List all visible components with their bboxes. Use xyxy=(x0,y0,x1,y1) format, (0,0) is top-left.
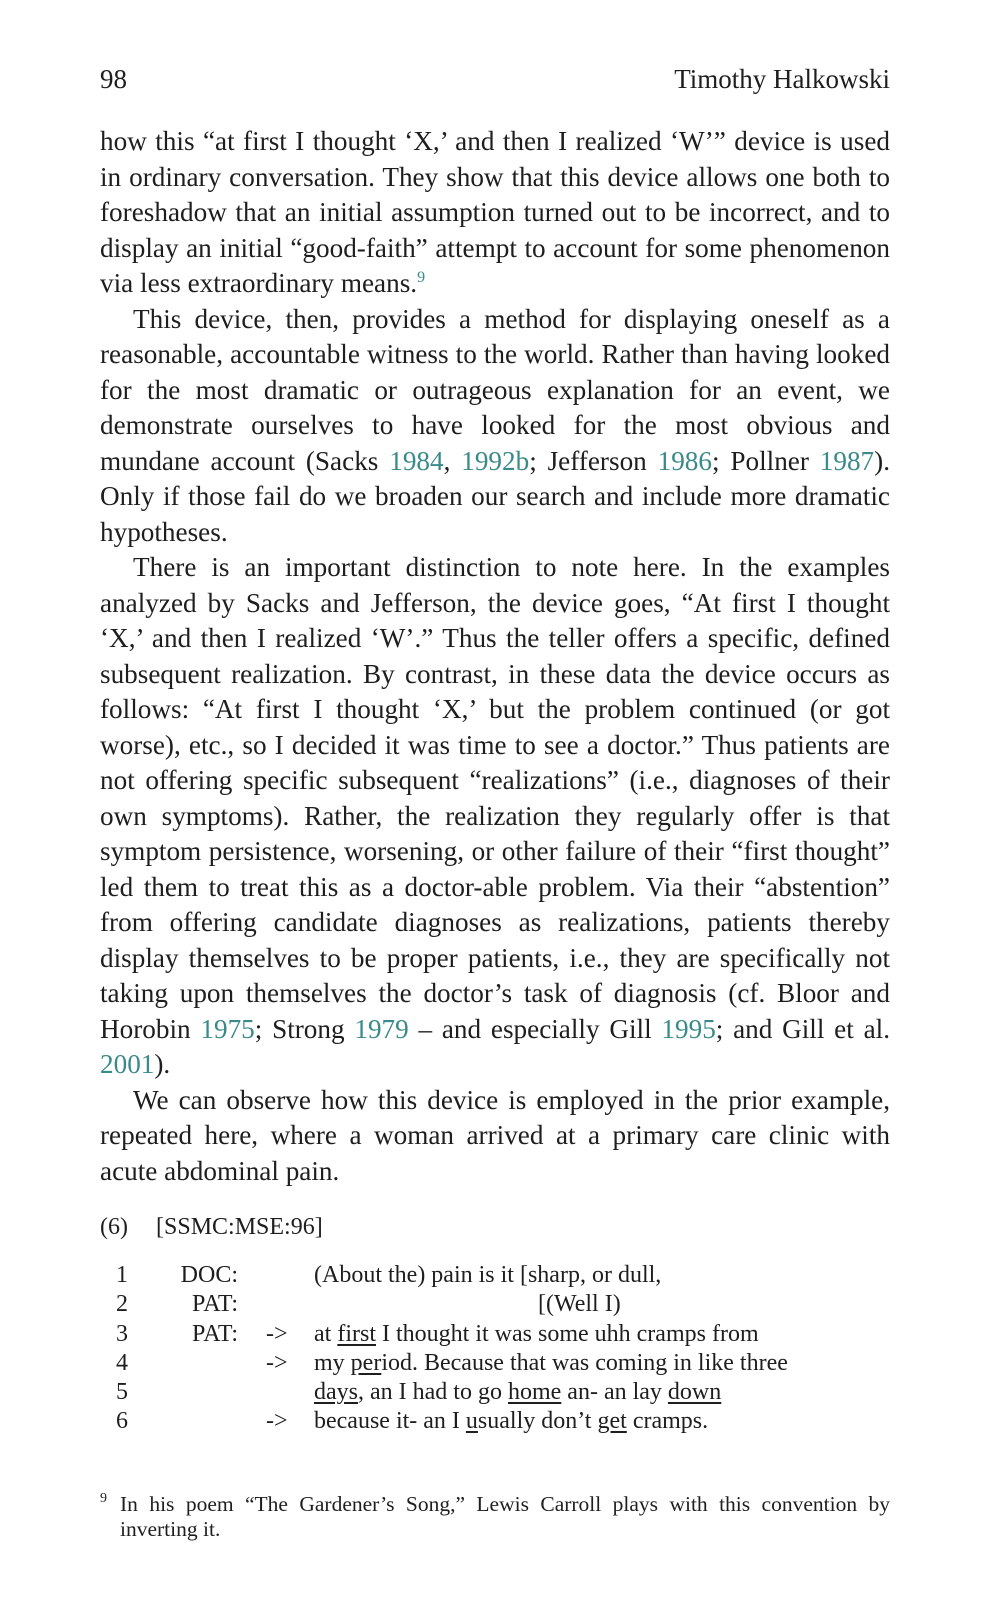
line-number: 1 xyxy=(116,1262,128,1288)
utterance-segment: my xyxy=(314,1350,351,1376)
citation-link[interactable]: 1984 xyxy=(389,445,444,476)
paragraph-text: ; and Gill et al. xyxy=(715,1013,890,1044)
paragraph-text: ). Only if those fail do we broaden our search and include more dramatic hypotheses. xyxy=(100,445,890,547)
running-head-author: Timothy Halkowski xyxy=(674,64,890,94)
utterance-segment: at xyxy=(314,1321,338,1347)
example-label: [SSMC:MSE:96] xyxy=(156,1214,323,1240)
arrow-marker: -> xyxy=(266,1350,288,1376)
example-heading xyxy=(100,1214,323,1241)
footnote-mark: 9 xyxy=(100,1491,107,1506)
footnote xyxy=(100,1492,890,1542)
utterance-segment: I thought it was some uhh cramps from xyxy=(376,1321,759,1347)
page-number: 98 xyxy=(100,64,127,94)
paragraph-4 xyxy=(100,1083,890,1190)
stressed-segment: down xyxy=(667,1379,722,1405)
paragraph-text: We can observe how this device is employed in the prior example, repeated here, where a woman arrived at a primary care clinic with acute abdominal pain. xyxy=(100,1084,890,1186)
citation-link[interactable]: 1975 xyxy=(200,1013,255,1044)
utterance-text: [(Well I) xyxy=(538,1291,621,1317)
utterance-segment: iod. Because that was coming in like three xyxy=(381,1350,788,1376)
utterance-segment: sually don’t xyxy=(477,1408,598,1434)
stressed-segment: days xyxy=(314,1379,358,1405)
citation-link[interactable]: 1979 xyxy=(354,1013,409,1044)
stressed-segment: first xyxy=(337,1321,376,1347)
arrow-marker: -> xyxy=(266,1408,288,1434)
speaker-label: PAT: xyxy=(192,1291,238,1317)
stressed-segment: home xyxy=(507,1379,562,1405)
utterance-segment: cramps. xyxy=(626,1408,709,1434)
paragraph-text: There is an important distinction to note here. In the examples analyzed by Sacks and Jefferson, the device goes, “At first I thought ‘X,’ and then I realized ‘W’.” Thus the teller offers a specific, defined subsequent realization. By contrast, in these data the device occurs as follows: “At first I thought ‘X,’ but the problem continued (or got worse), etc., so I decided it was time to see a doctor.” Thus patients are not offering specific subsequent “realizations” (i.e., diagnoses of their own symptoms). Rather, the realization they regularly offer is that symptom persistence, worsening, or other failure of their “first thought” led them to treat this as a doctor-able problem. Via their “abstention” from offering candidate diagnoses as realizations, patients thereby display themselves to be proper patients, i.e., they are specifically not taking upon themselves the doctor’s task of diagnosis (cf. Bloor and Horobin xyxy=(100,552,890,1044)
utterance-text xyxy=(314,1379,721,1406)
footnote-reference[interactable]: 9 xyxy=(417,268,426,286)
utterance-segment: , an I had to go xyxy=(358,1379,508,1405)
speaker-label: PAT: xyxy=(192,1321,238,1347)
paragraph-2 xyxy=(100,302,890,551)
paragraph-text: , xyxy=(443,445,462,476)
line-number: 5 xyxy=(116,1379,128,1405)
paragraph-text: ; Pollner xyxy=(711,445,820,476)
paragraph-text: This device, then, provides a method for displaying oneself as a reasonable, accountable witness to the world. Rather than having looked for the most dramatic or outrageous explanation for an event, we demonstrate ourselves to have looked for the most obvious and mundane account (Sacks xyxy=(100,303,890,476)
utterance-text xyxy=(314,1350,788,1377)
paragraph-text: – and especially Gill xyxy=(408,1013,662,1044)
running-header xyxy=(100,64,890,100)
paragraph-1 xyxy=(100,124,890,302)
paragraph-1-text: how this “at first I thought ‘X,’ and then I realized ‘W’” device is used in ordinary conversation. They show that this device allows one both to foreshadow that an initial assumption turned out to be incorrect, and to display an initial “good-faith” attempt to account for some phenomenon via less extraordinary means. xyxy=(100,126,890,298)
line-number: 2 xyxy=(116,1291,128,1317)
footnote-text: In his poem “The Gardener’s Song,” Lewis Carroll plays with this convention by inverting it. xyxy=(120,1492,890,1541)
utterance-segment: because it- an I xyxy=(314,1408,466,1434)
utterance-text: (About the) pain is it [sharp, or dull, xyxy=(314,1262,662,1288)
citation-link[interactable]: 1986 xyxy=(657,445,712,476)
line-number: 3 xyxy=(116,1321,128,1347)
paragraph-text: ; Jefferson xyxy=(529,445,658,476)
stressed-segment: per xyxy=(350,1350,382,1376)
citation-link[interactable]: 1987 xyxy=(819,445,875,476)
paragraph-3 xyxy=(100,550,890,1083)
line-number: 4 xyxy=(116,1350,128,1376)
citation-link[interactable]: 2001 xyxy=(100,1049,155,1079)
stressed-segment: u xyxy=(465,1408,478,1434)
citation-link[interactable]: 1995 xyxy=(661,1013,716,1044)
paragraph-text: ; Strong xyxy=(254,1013,355,1044)
utterance-segment: an- an lay xyxy=(561,1379,668,1405)
paragraph-text: ). xyxy=(154,1049,171,1079)
utterance-text xyxy=(314,1408,708,1435)
stressed-segment: get xyxy=(597,1408,627,1434)
arrow-marker: -> xyxy=(266,1321,288,1347)
line-number: 6 xyxy=(116,1408,128,1434)
utterance-text xyxy=(314,1321,759,1348)
body-text xyxy=(100,124,890,1189)
example-number: (6) xyxy=(100,1214,128,1240)
citation-link[interactable]: 1992b xyxy=(461,445,530,476)
speaker-label: DOC: xyxy=(180,1262,238,1288)
